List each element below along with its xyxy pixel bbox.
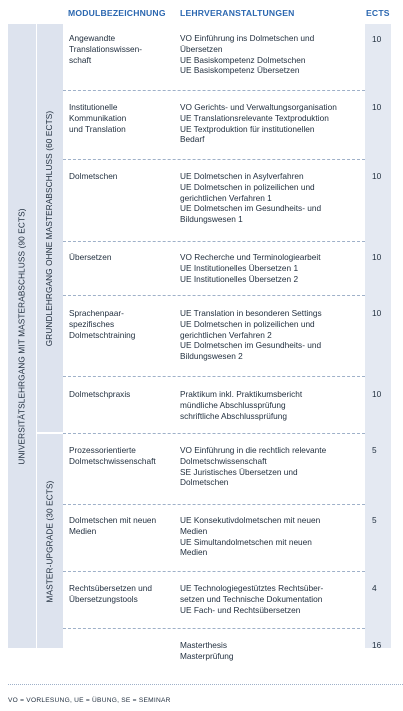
ects-value: 16 [372, 640, 382, 650]
ects-value: 10 [372, 102, 382, 112]
ects-value: 10 [372, 252, 382, 262]
course-list: UE Dolmetschen in Asylverfahren UE Dolmetschen in polizeilichen und gerichtlichen Verfahren 1 UE Dolmetschen im Gesundheits- und Bildungswesen 1 [180, 171, 322, 225]
band-university-course [8, 24, 36, 648]
course-list: VO Einführung ins Dolmetschen und Übersetzen UE Basiskompetenz Dolmetschen UE Basiskompetenz Übersetzen [180, 33, 315, 76]
ects-value: 4 [372, 583, 377, 593]
course-list: UE Konsekutivdolmetschen mit neuen Medien UE Simultandolmetschen mit neuen Medien [180, 515, 321, 558]
header-module: MODULBEZEICHNUNG [68, 8, 166, 18]
module-name: Sprachenpaar- spezifisches Dolmetschtraining [69, 308, 136, 340]
band-university-course-label: UNIVERSITÄTSLEHRGANG MIT MASTERABSCHLUSS (90 ECTS) [17, 207, 27, 465]
ects-value: 10 [372, 389, 382, 399]
header-ects: ECTS [366, 8, 390, 18]
module-name: Dolmetschen [69, 171, 118, 181]
band-master-upgrade [37, 434, 63, 648]
course-list: UE Technologiegestütztes Rechtsüber- setzen und Technische Dokumentation UE Fach- und Rechtsübersetzen [180, 583, 324, 615]
course-list: VO Einführung in die rechtlich relevante Dolmetschwissenschaft SE Juristisches Übersetzen und Dolmetschen [180, 445, 327, 488]
module-name: Rechtsübersetzen und Übersetzungstools [69, 583, 153, 604]
ects-value: 10 [372, 34, 382, 44]
header-courses: LEHRVERANSTALTUNGEN [180, 8, 295, 18]
band-master-upgrade-label: MASTER-UPGRADE (30 ECTS) [45, 480, 55, 602]
ects-value: 10 [372, 171, 382, 181]
band-basic-course [37, 24, 63, 432]
divider [8, 684, 403, 685]
ects-value: 5 [372, 515, 377, 525]
module-name: Übersetzen [69, 252, 112, 262]
course-list: Masterthesis Masterprüfung [180, 640, 234, 661]
course-list: VO Recherche und Terminologiearbeit UE Institutionelles Übersetzen 1 UE Institutionelles Übersetzen 2 [180, 252, 321, 284]
course-list: UE Translation in besonderen Settings UE Dolmetschen in polizeilichen und gerichtlichen Verfahren 2 UE Dolmetschen im Gesundheits- und Bildungswesen 2 [180, 308, 322, 362]
module-name: Dolmetschen mit neuen Medien [69, 515, 157, 536]
module-name: Dolmetschpraxis [69, 389, 131, 399]
course-list: Praktikum inkl. Praktikumsbericht mündliche Abschlussprüfung schriftliche Abschlussprüfung [180, 389, 303, 421]
ects-value: 10 [372, 308, 382, 318]
ects-value: 5 [372, 445, 377, 455]
band-basic-course-label: GRUNDLEHRGANG OHNE MASTERABSCHLUSS (60 ECTS) [45, 110, 55, 346]
module-name: Institutionelle Kommunikation und Translation [69, 102, 127, 134]
module-name: Prozessorientierte Dolmetschwissenschaft [69, 445, 156, 466]
ects-column [365, 24, 391, 648]
module-name: Angewandte Translationswissen- schaft [69, 33, 143, 65]
legend: VO = VORLESUNG, UE = ÜBUNG, SE = SEMINAR [8, 697, 171, 704]
course-list: VO Gerichts- und Verwaltungsorganisation UE Translationsrelevante Textproduktion UE Textproduktion für institutionellen Bedarf [180, 102, 337, 145]
